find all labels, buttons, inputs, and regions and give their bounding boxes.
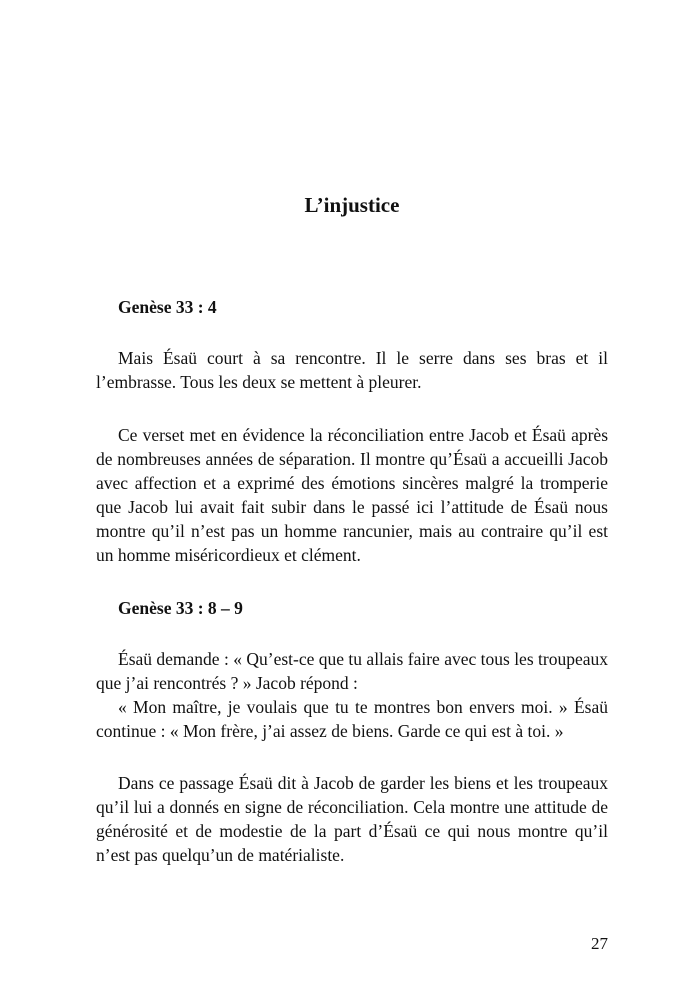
- verse-text-continued-inner: « Mon maître, je voulais que tu te montres bon envers moi. » Ésaü continue : « Mon frère, j’ai assez de biens. Garde ce qui est à toi. »: [96, 697, 608, 741]
- verse-text: Mais Ésaü court à sa rencontre. Il le serre dans ses bras et il l’embrasse. Tous les deux se mettent à pleurer.: [96, 348, 608, 392]
- scripture-reference: Genèse 33 : 4: [118, 297, 217, 317]
- commentary-paragraph: Dans ce passage Ésaü dit à Jacob de garder les biens et les troupeaux qu’il lui a donnés en signe de réconciliation. Cela montre une attitude de générosité et de modestie de la part d’Ésaü ce qui nous montre qu’il n’est pas quelqu’un de matérialiste.: [96, 773, 608, 865]
- page-number: 27: [591, 934, 608, 953]
- verse-text-continued: [96, 695, 608, 743]
- commentary-paragraph: Ce verset met en évidence la réconciliation entre Jacob et Ésaü après de nombreuses années de séparation. Il montre qu’Ésaü a accueilli Jacob avec affection et a exprimé des émotions sincères malgré la tromperie que Jacob lui avait fait subir dans le passé ici l’attitude de Ésaü nous montre qu’il n’est pas un homme rancunier, mais au contraire qu’il est un homme miséricordieux et clément.: [96, 425, 608, 565]
- chapter-title: L’injustice: [304, 193, 400, 217]
- book-page: [96, 0, 608, 993]
- verse-text: Ésaü demande : « Qu’est-ce que tu allais faire avec tous les troupeaux que j’ai rencontrés ? » Jacob répond :: [96, 649, 608, 693]
- scripture-reference: Genèse 33 : 8 – 9: [118, 598, 243, 618]
